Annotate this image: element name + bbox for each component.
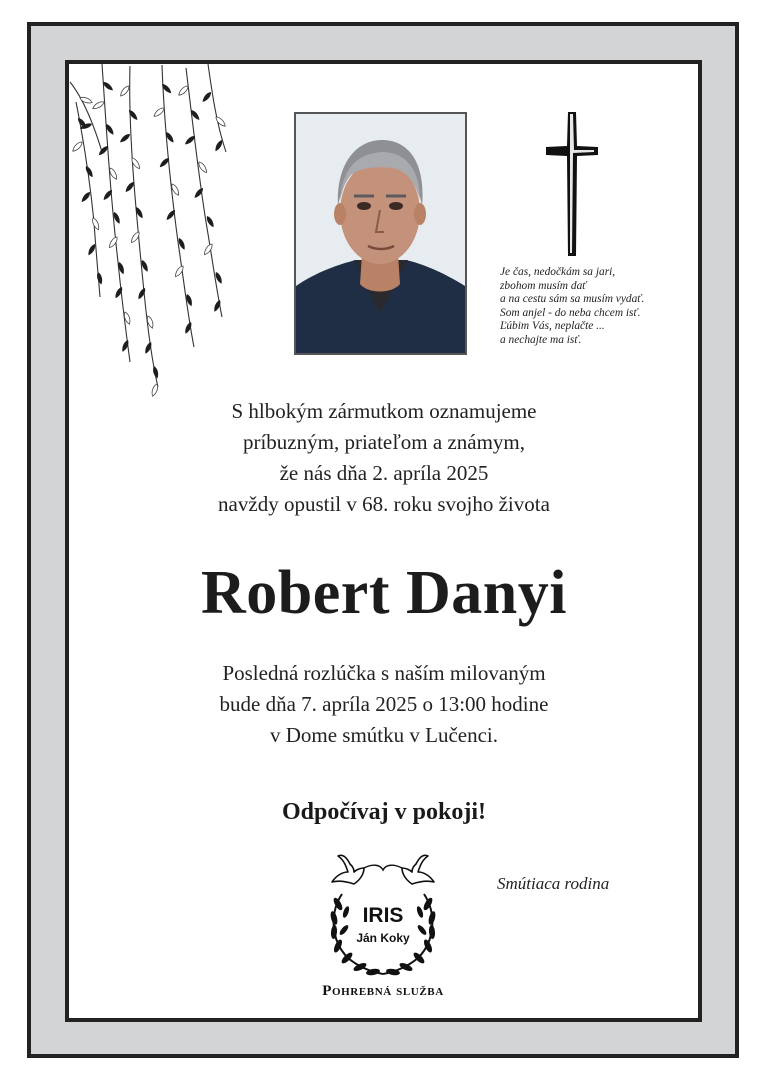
funeral-service-caption: Pohrebná služba <box>322 983 444 999</box>
rest-in-peace: Odpočívaj v pokoji! <box>281 799 487 825</box>
poem-line: zbohom musím dať <box>500 279 587 292</box>
poem-line: Som anjel - do neba chcem isť. <box>500 306 641 319</box>
iris-dove-wreath-logo <box>320 850 446 982</box>
logo-owner: Ján Koky <box>356 931 410 945</box>
announcement-line: navždy opustil v 68. roku svojho života <box>218 492 550 516</box>
willow-branches-icon <box>66 62 246 397</box>
farewell-line: Posledná rozlúčka s naším milovaným <box>222 661 546 685</box>
announcement <box>90 396 678 520</box>
announcement-line: príbuzným, priateľom a známym, <box>242 430 526 454</box>
deceased-photo <box>294 112 467 355</box>
poem-line: a nechajte ma isť. <box>500 333 582 346</box>
poem-line: Ľúbim Vás, neplačte ... <box>500 320 605 333</box>
farewell-info <box>90 658 678 751</box>
farewell-line: v Dome smútku v Lučenci. <box>269 723 499 747</box>
announcement-line: S hlbokým zármutkom oznamujeme <box>231 399 537 423</box>
poem-line: a na cestu sám sa musím vydať. <box>500 293 645 306</box>
announcement-line: že nás dňa 2. apríla 2025 <box>279 461 489 485</box>
deceased-name: Robert Danyi <box>201 559 567 627</box>
poem <box>500 266 700 348</box>
logo-name: IRIS <box>362 904 404 927</box>
poem-line: Je čas, nedočkám sa jari, <box>500 266 616 278</box>
family-signature: Smútiaca rodina <box>497 874 610 893</box>
cross-icon <box>544 110 600 260</box>
farewell-line: bude dňa 7. apríla 2025 o 13:00 hodine <box>219 692 549 716</box>
